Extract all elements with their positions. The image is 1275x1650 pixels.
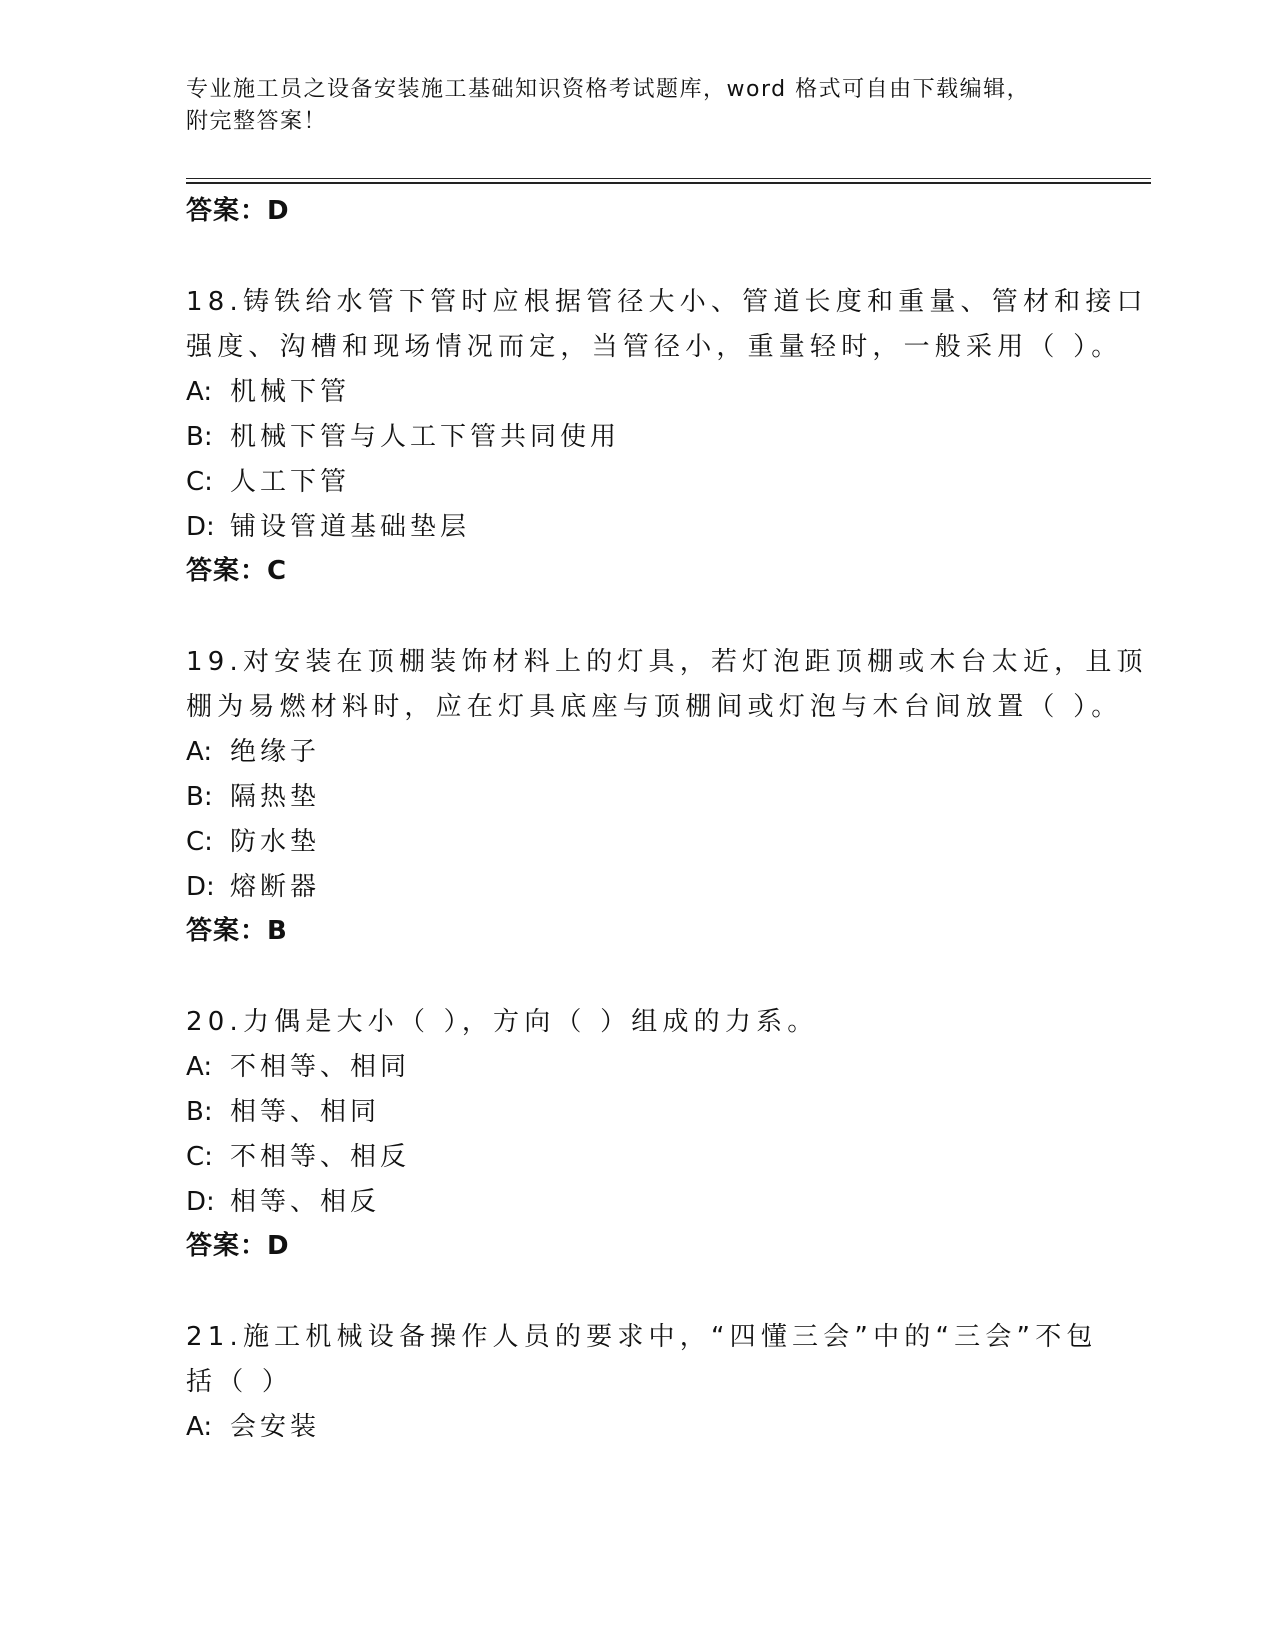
answer-value: D [267, 1231, 290, 1261]
option-text: 相等、相反 [230, 1187, 381, 1217]
option-c [186, 820, 1146, 865]
option-a [186, 370, 1146, 415]
option-d [186, 1180, 1146, 1225]
question-list [186, 190, 1146, 1450]
question-text: 20.力偶是大小（ ），方向（ ）组成的力系。 [186, 1007, 819, 1037]
answer-line [186, 190, 1146, 235]
option-key: C: [186, 827, 213, 857]
option-key: C: [186, 467, 213, 497]
page-header [186, 74, 1066, 138]
answer-value: D [267, 196, 290, 226]
answer-label: 答案： [186, 196, 268, 226]
spacer [186, 595, 1146, 640]
option-key: B: [186, 1097, 213, 1127]
option-text: 绝缘子 [230, 737, 321, 767]
option-text: 不相等、相反 [230, 1142, 411, 1172]
answer-value: C [267, 556, 288, 586]
spacer [186, 1270, 1146, 1315]
header-divider-thin [186, 178, 1151, 179]
question-block [186, 280, 1146, 595]
answer-value: B [267, 916, 288, 946]
option-c [186, 460, 1146, 505]
option-key: B: [186, 422, 213, 452]
question-block [186, 1000, 1146, 1270]
option-key: A: [186, 1052, 213, 1082]
header-line-2: 附完整答案！ [186, 109, 328, 134]
question-text: 括（ ） [186, 1367, 294, 1397]
answer-label: 答案： [186, 556, 268, 586]
option-text: 机械下管与人工下管共同使用 [230, 422, 621, 452]
option-a [186, 1045, 1146, 1090]
header-divider-thick [186, 182, 1151, 184]
option-text: 防水垫 [230, 827, 321, 857]
option-key: C: [186, 1142, 213, 1172]
option-a [186, 1405, 1146, 1450]
option-key: B: [186, 782, 213, 812]
spacer [186, 235, 1146, 280]
option-a [186, 730, 1146, 775]
answer-label: 答案： [186, 1231, 268, 1261]
option-text: 不相等、相同 [230, 1052, 411, 1082]
option-text: 会安装 [230, 1412, 321, 1442]
question-text: 19.对安装在顶棚装饰材料上的灯具，若灯泡距顶棚或木台太近，且顶 [186, 647, 1148, 677]
answer-label: 答案： [186, 916, 268, 946]
header-line-1: 专业施工员之设备安装施工基础知识资格考试题库，word 格式可自由下载编辑， [186, 77, 1031, 102]
option-text: 隔热垫 [230, 782, 321, 812]
option-c [186, 1135, 1146, 1180]
question-text: 18.铸铁给水管下管时应根据管径大小、管道长度和重量、管材和接口 [186, 287, 1148, 317]
option-text: 铺设管道基础垫层 [230, 512, 471, 542]
option-d [186, 865, 1146, 910]
option-key: A: [186, 377, 213, 407]
option-text: 机械下管 [230, 377, 351, 407]
option-b [186, 1090, 1146, 1135]
question-text: 21.施工机械设备操作人员的要求中，“四懂三会”中的“三会”不包 [186, 1322, 1098, 1352]
answer-line [186, 1225, 1146, 1270]
spacer [186, 955, 1146, 1000]
answer-line [186, 550, 1146, 595]
option-key: D: [186, 512, 215, 542]
option-key: A: [186, 1412, 213, 1442]
question-text: 棚为易燃材料时，应在灯具底座与顶棚间或灯泡与木台间放置（ ）。 [186, 692, 1123, 722]
question-text: 强度、沟槽和现场情况而定，当管径小，重量轻时，一般采用（ ）。 [186, 332, 1123, 362]
option-b [186, 775, 1146, 820]
question-block [186, 1315, 1146, 1450]
option-text: 人工下管 [230, 467, 351, 497]
option-key: D: [186, 1187, 215, 1217]
option-key: A: [186, 737, 213, 767]
question-block [186, 640, 1146, 955]
option-text: 相等、相同 [230, 1097, 381, 1127]
option-d [186, 505, 1146, 550]
option-b [186, 415, 1146, 460]
answer-line [186, 910, 1146, 955]
option-text: 熔断器 [230, 872, 321, 902]
option-key: D: [186, 872, 215, 902]
